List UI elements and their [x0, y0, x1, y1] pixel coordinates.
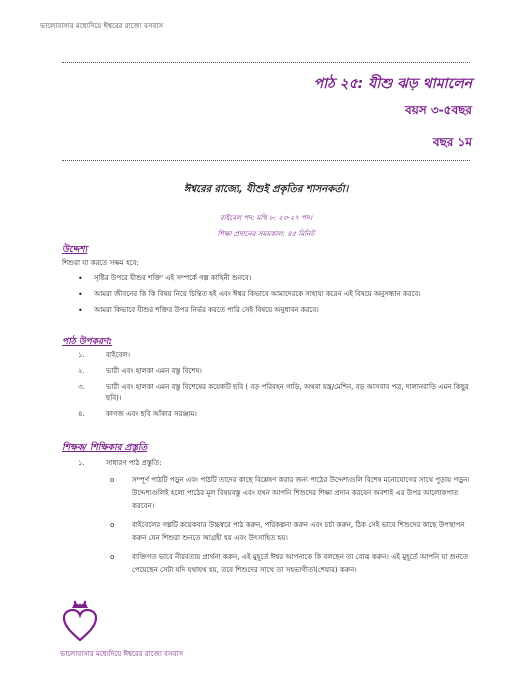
materials-heading: পাঠ উপকরণ: — [62, 337, 113, 347]
bullet-icon: • — [78, 274, 83, 283]
preparation-sub-list — [110, 474, 472, 583]
year-label: বছর ১ম — [432, 135, 472, 149]
materials-list — [78, 350, 472, 425]
bullet-icon: • — [78, 306, 83, 315]
preparation-list — [78, 458, 472, 474]
objectives-list — [78, 273, 478, 321]
circle-bullet-icon: o — [110, 553, 115, 561]
list-item: • আমরা কিভাবে যীশুর শক্তির উপর নির্ভর করতে পারি সেই বিষয়ে অনুধাবন করবে। — [78, 306, 319, 315]
footer-text: ভালোবাসার মধ্যেদিয়ে ঈশ্বরের রাজ্যে বসবাস — [60, 650, 184, 658]
list-item: ৪. কাগজ এবং ছবি আঁকার সরঞ্জাম। — [78, 410, 197, 418]
age-range: বয়স ৩-৫বছর — [405, 103, 472, 117]
crown-heart-logo-icon — [62, 600, 98, 644]
list-item: o সম্পূর্ণ পাঠটি পড়ুন এবং পাঠটি তাদের কাছে বিশ্লেষণ করার জন্য পাঠের উদ্দেশ্যগুলি বিশেষ মনোযোগের সাথে পুড়ায় পড়ুন। উদ্দেশ্যগুলিই হলো পাঠের মূল বিষয়বস্তু এবং যখন আপনি শিশুদের শিক্ষা প্রদান করবেন অবশ্যই এর উপর আলোকপাত করবেন। — [110, 476, 470, 510]
running-header: ভালোবাসার মধ্যেদিয়ে ঈশ্বরের রাজ্যে বসবাস — [40, 22, 164, 30]
circle-bullet-icon: o — [110, 521, 115, 529]
list-item: • আমরা জীবনের কি কি বিষয় নিয়ে চিন্তিত হই এবং ঈশ্বর কিভাবে আমাদেরকে সাহায্য করেন এই বিষয়ে অনুসন্ধান করবে। — [78, 290, 421, 299]
list-item: ১. বাইবেল। — [78, 351, 130, 359]
bible-reference: বাইবেল পদ: মথি ৮: ২৩-২৭ পদ। — [219, 214, 313, 222]
list-item: ৩. ভারী এবং হালকা এমন বস্তু বিশেষের কয়েকটি ছবি ( বড় পরিবহন গাড়ি, অথবা যন্ত্র/মেশিন, বড় আসবাব পত্র, দালানবাড়ি এমন কিছুর ছবি)। — [78, 383, 469, 402]
teaching-time: শিক্ষা প্রদানের সময়কাল: ৪৫ মিনিট — [217, 230, 315, 238]
divider-bottom — [62, 160, 470, 161]
list-item: ১. সাধারণ পাঠ প্রস্তুতি: — [78, 459, 162, 467]
lesson-theme: ঈশ্বরের রাজ্যে, যীশুই প্রকৃতির শাসনকর্তা। — [183, 184, 349, 195]
circle-bullet-icon: o — [110, 476, 115, 484]
list-item: o ব্যক্তিগত ভাবে নীরবতায় প্রার্থনা করুন, এই মুহূর্তে ঈশ্বর আপনাকে কি বলছেন তা বোঝ করুন। এই মুহূর্তে আপনি যা শুনতে পেয়েছেন সেটা যদি যথাযথ হয়, তবে শিশুদের সাথে তা সহভাগীতা(শেয়ার) করুন। — [110, 553, 468, 574]
objectives-heading: উদ্দেশ্য — [62, 245, 88, 255]
bullet-icon: • — [78, 290, 83, 299]
list-item: o বাইবেলের গল্পটি কয়েকবার উচ্চস্বরে পাঠ করুন, পরিকল্পনা করুন এবং চর্চা করুন, ঠিক সেই ভাবে শিশুদের কাছে উপস্থাপন করুন যেন শিশুরা শুনতে আগ্রহী হয় এবং উৎসাহিত হয়। — [110, 521, 465, 542]
lesson-title: পাঠ ২৫: যীশু ঝড় থামালেন — [313, 76, 472, 92]
list-item: ২. ভারী এবং হালকা এমন বস্তু বিশেষ। — [78, 367, 202, 375]
objectives-intro: শিশুরা যা করতে সক্ষম হবে: — [62, 259, 139, 267]
list-item: • সৃষ্টির উপরে যীশুর শক্তি' এই সম্পর্কে গল্প কাহিনী শুনবে। — [78, 274, 252, 283]
preparation-heading: শিক্ষক/ শিক্ষিকার প্রস্তুতি — [62, 443, 148, 453]
divider-top — [62, 62, 470, 63]
